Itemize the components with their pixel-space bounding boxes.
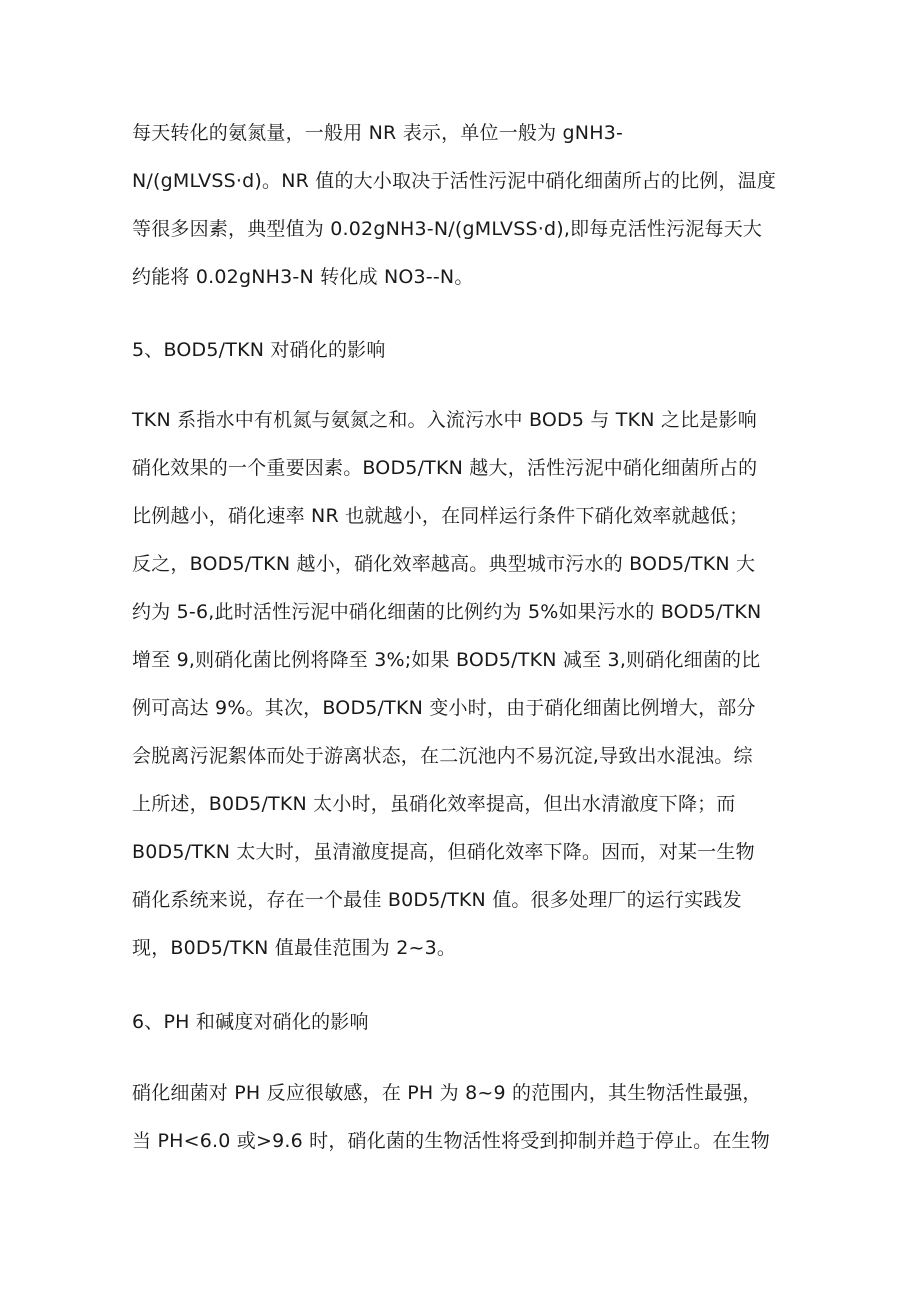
paragraph-2-line-3: 比例越小，硝化速率 NR 也就越小，在同样运行条件下硝化效率就越低；	[132, 505, 749, 527]
paragraph-2-line-11: 硝化系统来说，存在一个最佳 B0D5/TKN 值。很多处理厂的运行实践发	[132, 889, 742, 911]
paragraph-2-line-12: 现，B0D5/TKN 值最佳范围为 2~3。	[132, 937, 457, 959]
section-heading-6: 6、PH 和碱度对硝化的影响	[132, 1011, 369, 1033]
paragraph-3-line-1: 硝化细菌对 PH 反应很敏感，在 PH 为 8~9 的范围内，其生物活性最强，	[132, 1082, 762, 1104]
paragraph-2-line-10: B0D5/TKN 太大时，虽清澈度提高，但硝化效率下降。因而，对某一生物	[132, 841, 755, 863]
paragraph-2-line-1: TKN 系指水中有机氮与氨氮之和。入流污水中 BOD5 与 TKN 之比是影响	[132, 409, 757, 431]
paragraph-2-line-2: 硝化效果的一个重要因素。BOD5/TKN 越大，活性污泥中硝化细菌所占的	[132, 457, 758, 479]
section-heading-5: 5、BOD5/TKN 对硝化的影响	[132, 339, 386, 361]
paragraph-3-line-2: 当 PH<6.0 或>9.6 时，硝化菌的生物活性将受到抑制并趋于停止。在生物	[132, 1130, 770, 1152]
paragraph-2-line-4: 反之，BOD5/TKN 越小，硝化效率越高。典型城市污水的 BOD5/TKN 大	[132, 553, 756, 575]
paragraph-2-line-6: 增至 9,则硝化菌比例将降至 3%;如果 BOD5/TKN 减至 3,则硝化细菌的比	[132, 649, 761, 671]
paragraph-1-line-4: 约能将 0.02gNH3-N 转化成 NO3--N。	[132, 266, 474, 288]
paragraph-2-line-9: 上所述，B0D5/TKN 太小时，虽硝化效率提高，但出水清澈度下降；而	[132, 793, 736, 815]
paragraph-2-line-7: 例可高达 9%。其次，BOD5/TKN 变小时，由于硝化细菌比例增大，部分	[132, 697, 756, 719]
paragraph-2-line-5: 约为 5-6,此时活性污泥中硝化细菌的比例约为 5%如果污水的 BOD5/TKN	[132, 601, 762, 623]
paragraph-1-line-2: N/(gMLVSS·d)。NR 值的大小取决于活性污泥中硝化细菌所占的比例，温度	[132, 170, 777, 192]
paragraph-1-line-1: 每天转化的氨氮量，一般用 NR 表示，单位一般为 gNH3-	[132, 122, 624, 144]
paragraph-2-line-8: 会脱离污泥絮体而处于游离状态，在二沉池内不易沉淀,导致出水混浊。综	[132, 745, 753, 767]
paragraph-1-line-3: 等很多因素，典型值为 0.02gNH3-N/(gMLVSS·d),即每克活性污泥每天大	[132, 218, 763, 240]
